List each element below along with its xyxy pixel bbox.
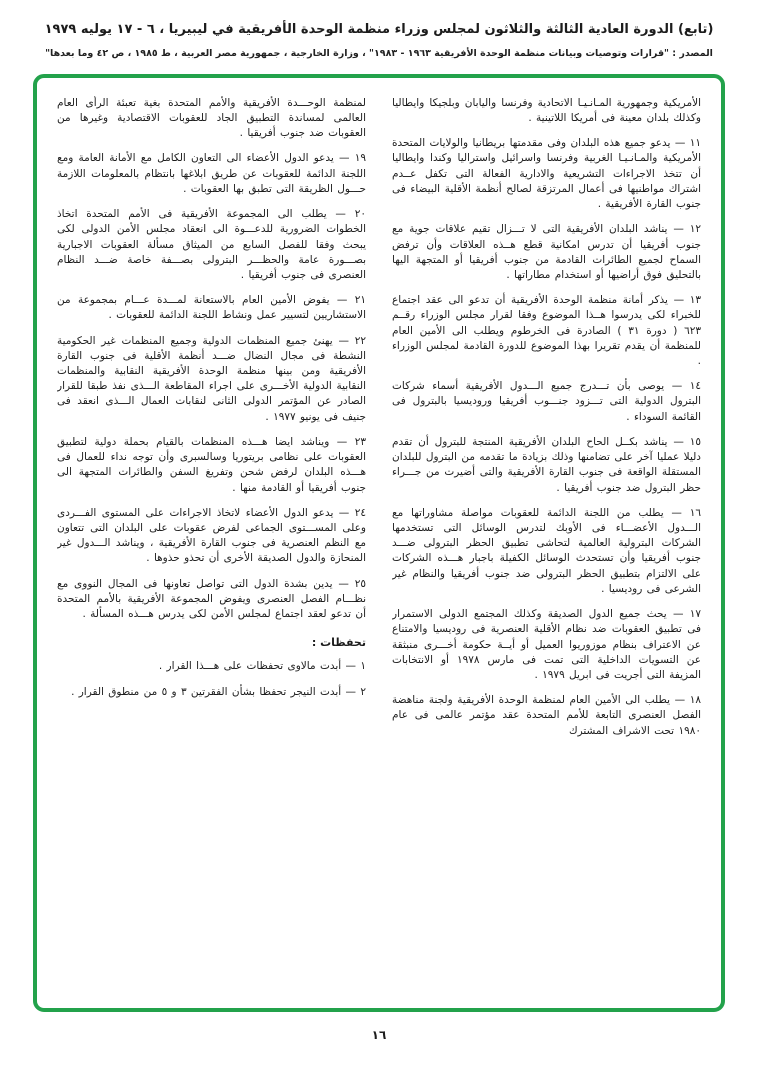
document-frame: [33, 74, 725, 1012]
paragraph-17: ١٧ — يحث جميع الدول الصديقة وكذلك المجتمع الدولى الاستمرار فى تطبيق العقوبات ضد نظام الأقلية العنصرية فى روديسيا والامتناع عن الاعتراف بنظام موزوريوا العميل أو أيــة حكومة أخـــرى منبثقة عن التسويات الداخلية التى تمت فى مارس ١٩٧٨ أو الانتخابات المزيفة التى أجريت فى ابريل ١٩٧٩ .: [392, 608, 701, 681]
column-right: [392, 96, 701, 994]
paragraph-continuation-2: لمنظمة الوحـــدة الأفريقية والأمم المتحدة بغية تعبئة الرأى العام العالمى لمساندة التطبيق الجاد للعقوبات الاقتصادية وغيرها من العقوبات ضد جنوب أفريقيا .: [57, 96, 366, 140]
reservation-2: ٢ — أبدت النيجر تحفظا بشأن الفقرتين ٣ و ٥ من منطوق القرار .: [71, 685, 366, 698]
text-columns: [57, 96, 701, 994]
paragraph-21: ٢١ — يفوض الأمين العام بالاستعانة لمـــدة عـــام بمجموعة من الاستشاريين لتسيير عمل ونشاط اللجنة الدائمة للعقوبات .: [57, 294, 366, 322]
document-header: [0, 20, 758, 61]
paragraph-16: ١٦ — يطلب من اللجنة الدائمة للعقوبات مواصلة مشاوراتها مع الـــدول الأعضـــاء فى الأوبك لتدرس الوسائل التى تستخدمها الشركات البترولية العالمية لتحاشى تطبيق الحظر البترولى ضـــد جنوب أفريقيا وأن تستحدث الوسائل الكفيلة باجبار هـــذه الشركات على الالتزام بتطبيق الحظر البترولى ضد جنوب أفريقيا والنظام غير الشرعى فى روديسيا .: [392, 506, 701, 595]
paragraph-23: ٢٣ — ويناشد ايضا هـــذه المنظمات بالقيام بحملة دولية لتطبيق العقوبات على نظامى بريتوريا وسالسبرى وأن توجه نداء للعمال فى هـــذه البلدان لرفض شحن وتفريغ السفن والطائرات المتجهة الى جنوب أفريقيا أو القادمة منها .: [57, 435, 366, 494]
paragraph-18: ١٨ — يطلب الى الأمين العام لمنظمة الوحدة الأفريقية ولجنة مناهضة الفصل العنصرى التابعة للأمم المتحدة عقد مؤتمر عالمى فى عام ١٩٨٠ تحت الاشراف المشترك: [392, 694, 701, 737]
paragraph-12: ١٢ — يناشد البلدان الأفريقية التى لا تـــزال تقيم علاقات جوية مع جنوب أفريقيا أن تدرس امكانية قطع هــذه العلاقات وأن ترفض السماح لجميع الطائرات القادمة من جنوب أفريقيا أو المتجهة اليها بالتحليق فوق أراضيها أو استخدام مطاراتها .: [392, 223, 701, 281]
paragraph-continuation: الأمريكية وجمهورية المـانـيـا الاتحادية وفرنسا واليابان وبلجيكا وايطاليا وكذلك بلدان معينة فى أمريكا اللاتينية .: [392, 96, 701, 124]
document-footer: [0, 1024, 758, 1043]
paragraph-11: ١١ — يدعو جميع هذه البلدان وفى مقدمتها بريطانيا والولايات المتحدة الأمريكية والمـانـيـا الغربية وفرنسا واسرائيل واستراليا وكندا وايطاليا أن تتخذ الاجراءات التشريعية والادارية الفعالة التى تكفل عــدم اشتراك مواطنيها فى أعمال المرتزقة لصالح أنظمة الأقلية البيضاء فى جنوب القارة الأفريقية .: [392, 137, 701, 211]
paragraph-13: ١٣ — يذكر أمانة منظمة الوحدة الأفريقية أن تدعو الى عقد اجتماع للخبراء لكى يدرسوا هــذا الموضوع وفقا لقرار مجلس الوزراء رقــم ٦٢٣ ( دورة ٣١ ) الصادرة فى الخرطوم ويطلب الى الأمين العام للمنظمة أن يقدم تقريرا بهذا الموضوع للدورة القادمة لمجلس الوزراء .: [392, 294, 701, 368]
paragraph-25: ٢٥ — يدين بشدة الدول التى تواصل تعاونها فى المجال النووى مع نظـــام الفصل العنصرى ويفوض المجموعة الأفريقية بالأمم المتحدة أن تدعو لعقد اجتماع لمجلس الأمن لكى يدرس هـــذه المسألة .: [57, 577, 366, 621]
source-line: المصدر : "قرارات وتوصيات وبيانات منظمة الوحدة الأفريقية ١٩٦٣ - ١٩٨٣" ، وزارة الخارجية ، جمهورية مصر العربية ، ط ١٩٨٥ ، ص ٤٢ وما بعدها": [45, 47, 713, 59]
paragraph-19: ١٩ — يدعو الدول الأعضاء الى التعاون الكامل مع الأمانة العامة ومع اللجنة الدائمة للعقوبات عن طريق ابلاغها بانتظام بالمعلومات اللازمة حـــول الظريقة التى تطبق بها العقوبات .: [57, 152, 366, 195]
reservation-1: ١ — أبدت مالاوى تحفظات على هـــذا القرار .: [158, 660, 366, 673]
reservations-heading: تحفظات :: [311, 636, 366, 650]
paragraph-15: ١٥ — يناشد بكــل الحاح البلدان الأفريقية المنتجة للبترول أن تقدم دليلا عمليا آخر على تضامنها وذلك بزيادة ما تقدمه من البترول للبلدان المستقلة الواقعة فى جنوب القارة الأفريقية والتى أضيرت من جـــراء حظر البترول ضد جنوب أفريقيا .: [392, 435, 701, 494]
page-number: ١٦: [371, 1027, 387, 1042]
column-left: [57, 96, 366, 994]
paragraph-14: ١٤ — يوصى بأن تـــدرج جميع الـــدول الأفريقية أسماء شركات البترول الدولية التى تـــزود جنـــوب أفريقيا وروديسيا بالبترول فى القائمة السوداء .: [392, 380, 701, 423]
paragraph-20: ٢٠ — يطلب الى المجموعة الأفريقية فى الأمم المتحدة اتخاذ الخطوات الضرورية للدعـــوة الى انعقاد مجلس الأمن الدولى لكى يبحث وفقا للفصل السابع من الميثاق مسألة العقوبات الاجبارية بصـــورة عامة والحظـــر البترولى بصـــفة خاصة ضـــد النظام العنصرى فى جنوب أفريقيا .: [57, 208, 366, 281]
paragraph-24: ٢٤ — يدعو الدول الأعضاء لاتخاذ الاجراءات على المستوى الفـــردى وعلى المســـتوى الجماعى لفرض عقوبات على البلدان التى تتعاون مع النظم العنصرية فى جنوب القارة الأفريقية ، ويناشد الـــدول غير المنحازة والدول الصديقة الأخرى أن تحذو حذوها .: [57, 506, 366, 565]
paragraph-22: ٢٢ — يهنئ جميع المنظمات الدولية وجميع المنظمات غير الحكومية النشطة فى مجال النضال ضـــد أنظمة الأقلية فى جنوب القارة الأفريقية ومن بينها منظمة الوحدة الأفريقية النقابية والمنظمات النقابية الدولية الأخـــرى على اجراء المقاطعة الـــذى نفذ طبقا للقرار الصادر عن المؤتمر الدولى الثانى لنقابات العمال الـــذى انعقد فى جنيف فى يونيو ١٩٧٧ .: [57, 334, 366, 423]
document-title: (تابع) الدورة العادية الثالثة والثلاثون لمجلس وزراء منظمة الوحدة الأفريقية في ليبيريا ، ٦ - ١٧ يوليه ١٩٧٩: [44, 22, 714, 37]
